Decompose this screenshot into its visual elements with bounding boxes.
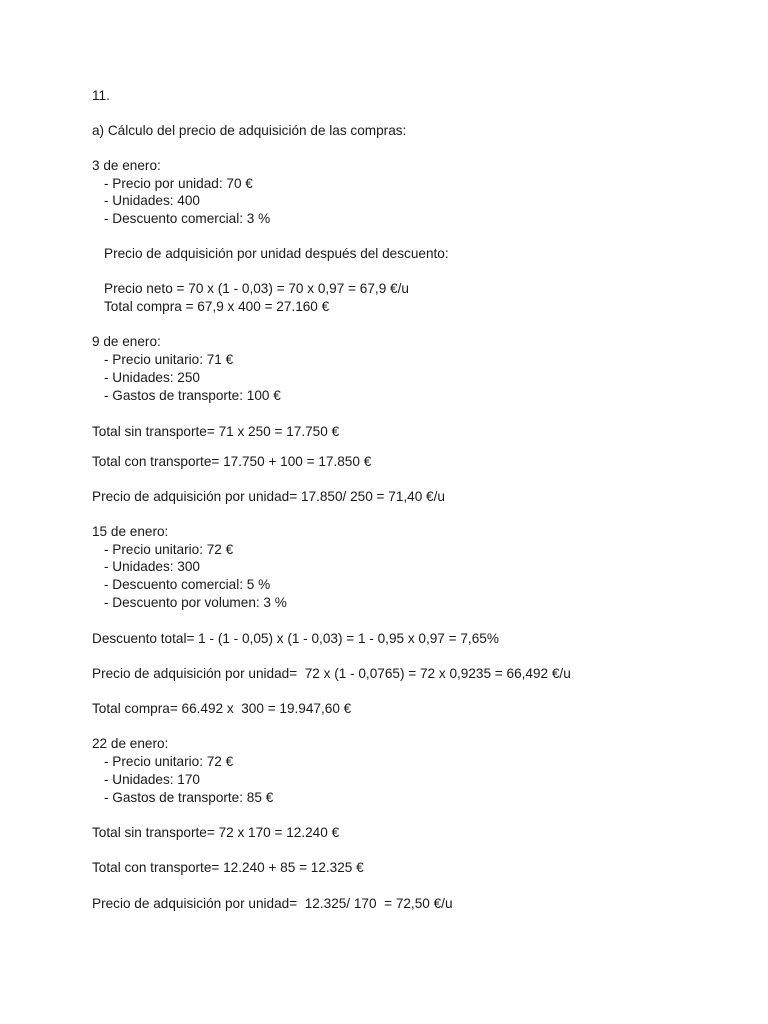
bullet-item: - Descuento comercial: 3 % (104, 211, 271, 226)
exercise-number: 11. (92, 88, 110, 103)
calc-line: Total compra = 67,9 x 400 = 27.160 € (104, 299, 330, 314)
section-heading: a) Cálculo del precio de adquisición de las compras: (92, 123, 407, 138)
calc-line: Total sin transporte= 71 x 250 = 17.750 € (92, 424, 340, 439)
calc-line: Precio neto = 70 x (1 - 0,03) = 70 x 0,97 = 67,9 €/u (104, 281, 409, 296)
bullet-item: - Precio unitario: 72 € (104, 754, 234, 769)
bullet-item: - Unidades: 170 (104, 772, 200, 787)
date-heading: 22 de enero: (92, 736, 169, 751)
bullet-item: - Unidades: 400 (104, 193, 200, 208)
calc-note: Precio de adquisición por unidad después del descuento: (104, 246, 449, 261)
calc-line: Precio de adquisición por unidad= 17.850/ 250 = 71,40 €/u (92, 489, 445, 504)
date-heading: 3 de enero: (92, 158, 161, 173)
calc-line: Precio de adquisición por unidad= 72 x (1 - 0,0765) = 72 x 0,9235 = 66,492 €/u (92, 666, 571, 681)
calc-line: Total con transporte= 12.240 + 85 = 12.325 € (92, 860, 364, 875)
bullet-item: - Descuento por volumen: 3 % (104, 595, 287, 610)
bullet-item: - Unidades: 250 (104, 370, 200, 385)
date-heading: 15 de enero: (92, 524, 169, 539)
bullet-item: - Gastos de transporte: 85 € (104, 790, 274, 805)
bullet-item: - Gastos de transporte: 100 € (104, 388, 281, 403)
bullet-item: - Precio unitario: 71 € (104, 352, 234, 367)
calc-line: Total sin transporte= 72 x 170 = 12.240 € (92, 825, 340, 840)
bullet-item: - Unidades: 300 (104, 559, 200, 574)
calc-line: Descuento total= 1 - (1 - 0,05) x (1 - 0,03) = 1 - 0,95 x 0,97 = 7,65% (92, 631, 499, 646)
calc-line: Total con transporte= 17.750 + 100 = 17.850 € (92, 454, 372, 469)
bullet-item: - Precio unitario: 72 € (104, 542, 234, 557)
calc-line: Precio de adquisición por unidad= 12.325/ 170 = 72,50 €/u (92, 896, 453, 911)
bullet-item: - Precio por unidad: 70 € (104, 176, 253, 191)
bullet-item: - Descuento comercial: 5 % (104, 577, 271, 592)
calc-line: Total compra= 66.492 x 300 = 19.947,60 € (92, 701, 352, 716)
date-heading: 9 de enero: (92, 334, 161, 349)
